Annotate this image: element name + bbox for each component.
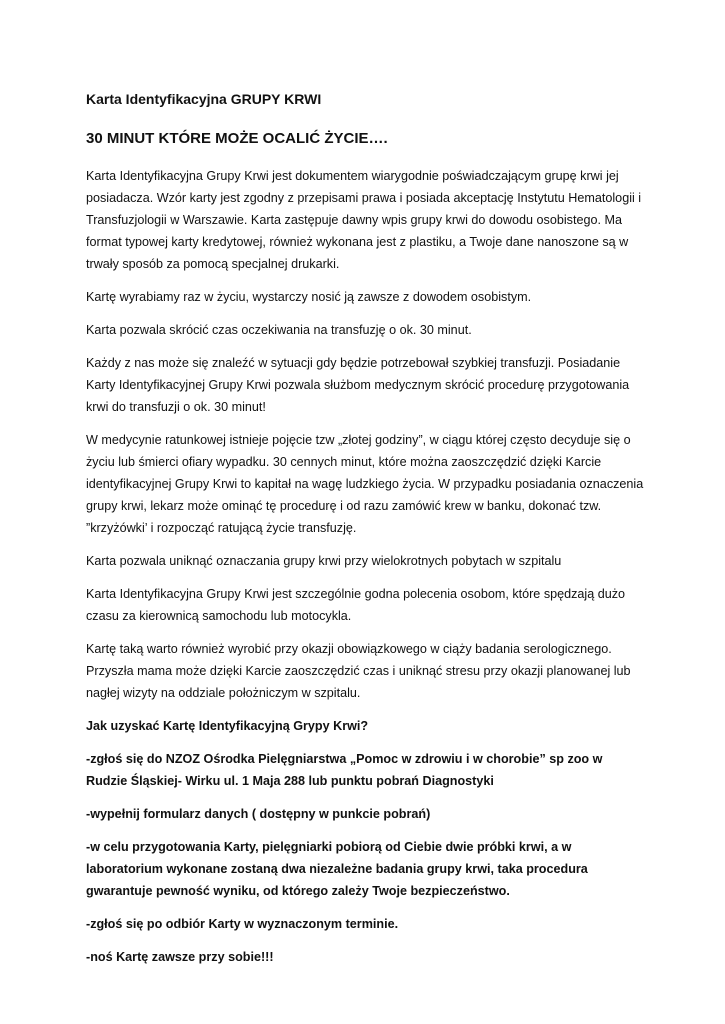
- howto-heading: Jak uzyskać Kartę Identyfikacyjną Grypy Krwi?: [86, 719, 369, 733]
- paragraph-drivers: Karta Identyfikacyjna Grupy Krwi jest szczególnie godna polecenia osobom, które spędzają dużo czasu za kierownicą samochodu lub motocykla.: [86, 587, 626, 623]
- paragraph-once-in-life: Kartę wyrabiamy raz w życiu, wystarczy nosić ją zawsze z dowodem osobistym.: [86, 290, 532, 304]
- paragraph-quick-transfusion: Każdy z nas może się znaleźć w sytuacji gdy będzie potrzebował szybkiej transfuzji. Posiadanie Karty Identyfikacyjnej Grupy Krwi pozwala służbom medycznym skrócić procedurę przygotowania krwi do transfuzji o ok. 30 minut!: [86, 356, 630, 414]
- paragraph-golden-hour: W medycynie ratunkowej istnieje pojęcie tzw „złotej godziny”, w ciągu której często decyduje się o życiu lub śmierci ofiary wypadku. 30 cennych minut, które można zaoszczędzić dzięki Karcie identyfikacyjnej Grupy Krwi to kapitał na wagę ludzkiego życia. W przypadku posiadania oznaczenia grupy krwi, lekarz może ominąć tę procedurę i od razu zamówić krew w banku, dokonać tzw. ”krzyżówki’ i rozpocząć ratującą życie transfuzję.: [86, 433, 644, 535]
- document-subtitle: 30 MINUT KTÓRE MOŻE OCALIĆ ŻYCIE….: [86, 130, 388, 147]
- howto-step: -zgłoś się po odbiór Karty w wyznaczonym terminie.: [86, 917, 399, 931]
- paragraph-card-description: Karta Identyfikacyjna Grupy Krwi jest dokumentem wiarygodnie poświadczającym grupę krwi jej posiadacza. Wzór karty jest zgodny z przepisami prawa i posiada akceptację Instytutu Hematologii i Transfuzjologii w Warszawie. Karta zastępuje dawny wpis grupy krwi do dowodu osobistego. Ma format typowej karty kredytowej, również wykonana jest z plastiku, a Twoje dane nanoszone są w trwały sposób za pomocą specjalnej drukarki.: [86, 169, 642, 271]
- paragraph-shorten-wait: Karta pozwala skrócić czas oczekiwania na transfuzję o ok. 30 minut.: [86, 323, 472, 337]
- document-title: Karta Identyfikacyjna GRUPY KRWI: [86, 91, 322, 107]
- paragraph-pregnancy: Kartę taką warto również wyrobić przy okazji obowiązkowego w ciąży badania serologicznego. Przyszła mama może dzięki Karcie zaoszczędzić czas i uniknąć stresu przy okazji planowanej lub nagłej wizyty na oddziale położniczym w szpitalu.: [86, 642, 631, 700]
- howto-step: -wypełnij formularz danych ( dostępny w punkcie pobrań): [86, 807, 431, 821]
- howto-step: -noś Kartę zawsze przy sobie!!!: [86, 950, 274, 964]
- howto-step: -w celu przygotowania Karty, pielęgniarki pobiorą od Ciebie dwie próbki krwi, a w laboratorium wykonane zostaną dwa niezależne badania grupy krwi, taka procedura gwarantuje pewność wyniku, od którego zależy Twoje bezpieczeństwo.: [86, 840, 588, 898]
- howto-step: -zgłoś się do NZOZ Ośrodka Pielęgniarstwa „Pomoc w zdrowiu i w chorobie” sp zoo w Rudzie Śląskiej- Wirku ul. 1 Maja 288 lub punktu pobrań Diagnostyki: [86, 752, 603, 788]
- document-page: [86, 90, 646, 979]
- paragraph-avoid-retesting: Karta pozwala uniknąć oznaczania grupy krwi przy wielokrotnych pobytach w szpitalu: [86, 554, 562, 568]
